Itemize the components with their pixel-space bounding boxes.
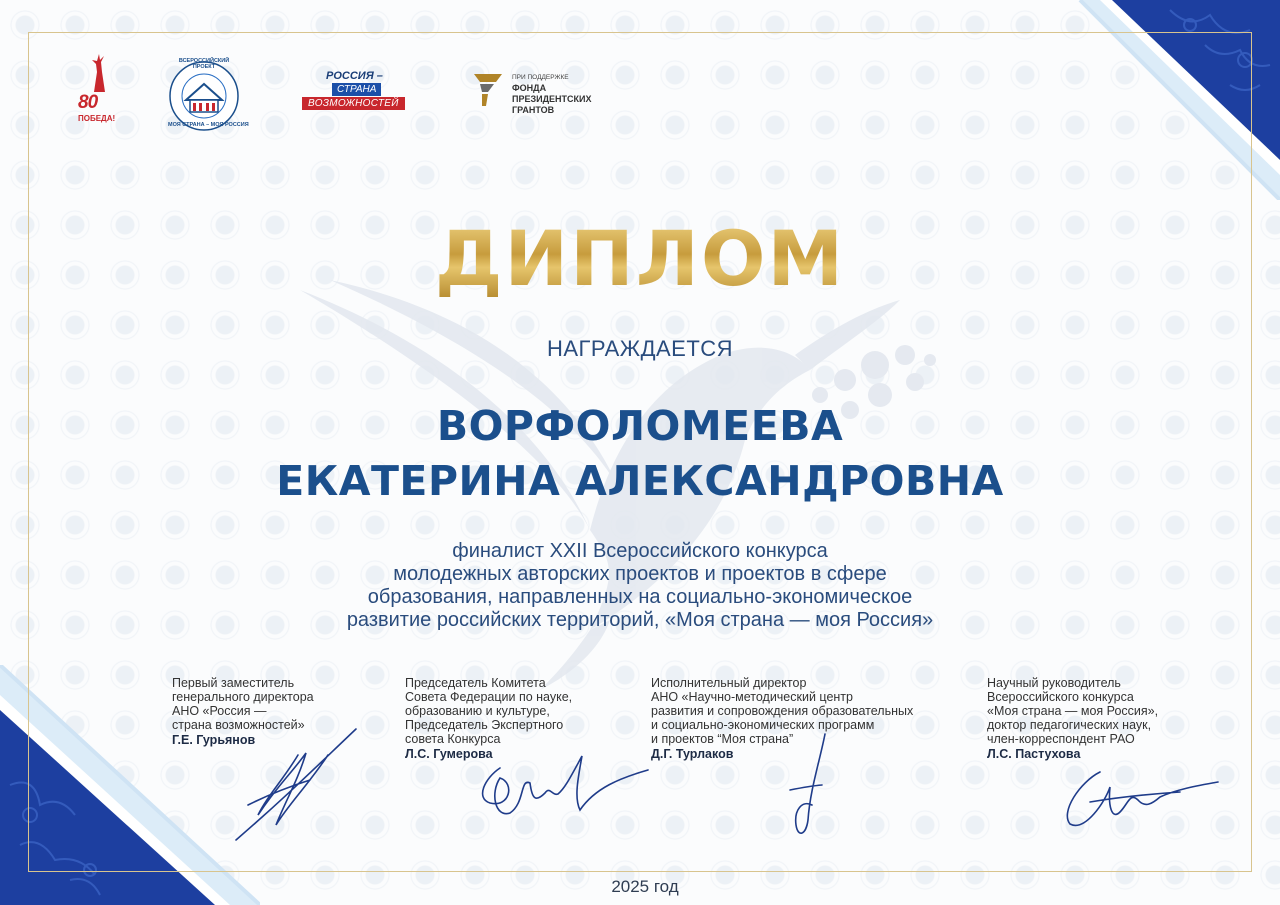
signer-title-line: Первый заместитель xyxy=(172,676,295,690)
signer-name: Л.С. Гумерова xyxy=(405,747,493,761)
signer-title-line: страна возможностей» xyxy=(172,718,305,732)
signer-block-pastukhova xyxy=(987,676,1158,761)
rsv-line-1: РОССИЯ – xyxy=(326,70,383,82)
signer-title-line: Председатель Комитета xyxy=(405,676,546,690)
fund-name-line-2: ПРЕЗИДЕНТСКИХ xyxy=(512,94,592,104)
signer-title-line: генерального директора xyxy=(172,690,314,704)
signature-gumerova xyxy=(470,748,650,823)
signer-title-line: образованию и культуре, xyxy=(405,704,550,718)
signer-title-line: и социально-экономических программ xyxy=(651,718,875,732)
signature-turlakov xyxy=(780,730,840,840)
signer-title-line: совета Конкурса xyxy=(405,732,501,746)
diploma-year: 2025 год xyxy=(611,877,679,896)
description-line: молодежных авторских проектов и проектов в сфере xyxy=(393,563,887,585)
signer-title-line: Председатель Экспертного xyxy=(405,718,564,732)
signer-title-line: развития и сопровождения образовательных xyxy=(651,704,914,718)
signer-title-line: АНО «Научно-методический центр xyxy=(651,690,853,704)
signer-title-line: Исполнительный директор xyxy=(651,676,807,690)
fund-name xyxy=(512,83,591,116)
fund-name-line-1: ФОНДА xyxy=(512,83,547,93)
signer-name: Л.С. Пастухова xyxy=(987,747,1081,761)
signer-title-line: АНО «Россия — xyxy=(172,704,267,718)
russia-land-of-opportunity-logo xyxy=(298,70,418,120)
logo-row xyxy=(70,50,630,130)
signer-title-line: Совета Федерации по науке, xyxy=(405,690,573,704)
signer-name: Д.Г. Турлаков xyxy=(651,747,734,761)
victory-number: 80 xyxy=(78,92,98,113)
rsv-line-3: ВОЗМОЖНОСТЕЙ xyxy=(302,97,405,110)
victory-80-logo xyxy=(76,52,116,128)
awarded-label: НАГРАЖДАЕТСЯ xyxy=(546,336,734,361)
description-line: развитие российских территорий, «Моя страна — моя Россия» xyxy=(346,609,934,631)
signature-pastukhova xyxy=(1060,752,1220,832)
rsv-line-2: СТРАНА xyxy=(332,83,381,96)
signer-title-line: Всероссийского конкурса xyxy=(987,690,1134,704)
corner-ornament-top-right xyxy=(1040,0,1280,200)
diploma-title: ДИПЛОМ xyxy=(0,214,1280,303)
award-description xyxy=(240,540,1040,632)
motherland-statue-icon xyxy=(90,52,108,94)
presidential-grants-fund-logo xyxy=(472,70,632,120)
signer-title-line: доктор педагогических наук, xyxy=(987,718,1152,732)
victory-word: ПОБЕДА! xyxy=(78,114,116,123)
project-emblem-logo xyxy=(168,58,249,132)
fund-mark-icon xyxy=(472,72,504,108)
project-ring-top-text: ВСЕРОССИЙСКИЙ ПРОЕКТ xyxy=(178,58,230,70)
signer-title-line: «Моя страна — моя Россия», xyxy=(987,704,1159,718)
signer-title-line: член-корреспондент РАО xyxy=(987,732,1135,746)
recipient-surname: ВОРФОЛОМЕЕВА xyxy=(436,402,844,450)
fund-name-line-3: ГРАНТОВ xyxy=(512,105,555,115)
fund-small-text: ПРИ ПОДДЕРЖКЕ xyxy=(512,74,569,81)
recipient-given-names: ЕКАТЕРИНА АЛЕКСАНДРОВНА xyxy=(276,457,1004,505)
signer-name: Г.Е. Гурьянов xyxy=(172,733,256,747)
signature-guryanov xyxy=(228,725,363,845)
description-line: финалист XXII Всероссийского конкурса xyxy=(452,540,828,562)
signer-title-line: Научный руководитель xyxy=(987,676,1121,690)
description-line: образования, направленных на социально-экономическое xyxy=(367,586,913,608)
signer-title-line: и проектов “Моя страна” xyxy=(651,732,794,746)
project-ring-bottom-text: МОЯ СТРАНА – МОЯ РОССИЯ xyxy=(168,122,249,128)
